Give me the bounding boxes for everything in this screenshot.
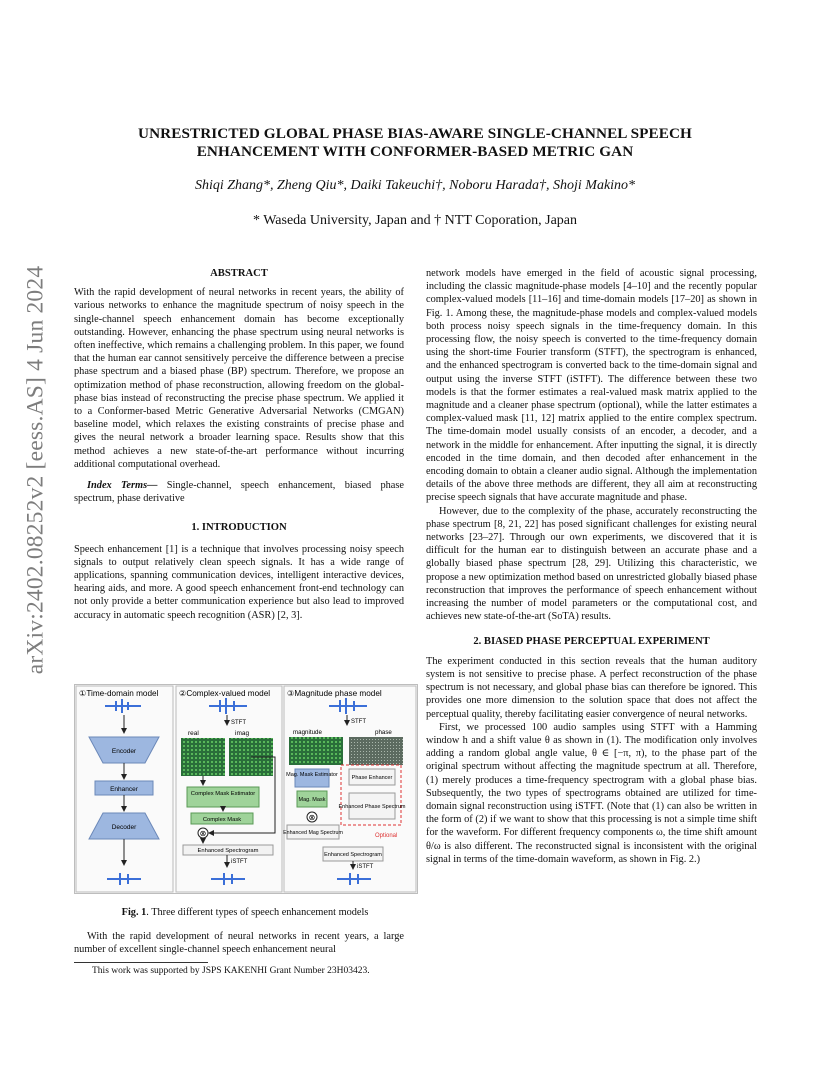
panel2-title: ②Complex-valued model xyxy=(179,689,271,698)
intro-paragraph-1: Speech enhancement [1] is a technique that involves processing noisy speech signals to output relatively clean speech signals. It has a wide range of applications, spanning communication devices, intelligent interactive devices, hearing aids, and more. A good speech enhancement front-end technology can not only provide a better communication experience but also lead to improved accuracy in automatic speech recognition (ASR) [2, 3]. xyxy=(74,543,404,621)
enhanced-spectrogram-label-3: Enhanced Spectrogram xyxy=(324,852,382,858)
section2-paragraph-2: First, we processed 100 audio samples using STFT with a Hamming window h and a shift value θ as shown in (1). The modification only involves adding a random global angle value, θ ∈ [−π, π), to the phase part of the original spectrum without affecting the magnitude spectrum at all. Therefore, (1) merely produces a time-frequency spectrogram with a global phase bias. Subsequently, the two types of spectrograms obtained are utilized for time-domain signal reconstruction using iSTFT. (Note that (1) can also be written in the form of (2) if we want to show that this processing is not a simple time shift for the waveform. For different frequency components ω, the time shift amount θ/ω is also different. The reconstructed signal is inconsistent with the original signal in terms of the time-domain waveform, as shown in Fig. 2.) xyxy=(426,721,757,865)
affiliations: * Waseda University, Japan and † NTT Coporation, Japan xyxy=(252,213,578,228)
real-label: real xyxy=(188,730,199,737)
magnitude-label: magnitude xyxy=(293,729,322,736)
enhancer-label: Enhancer xyxy=(110,786,138,793)
intro-paragraph-2-start: With the rapid development of neural networks in recent years, a large number of excellent single-channel speech enhancement neural xyxy=(74,931,404,956)
real-spectrogram xyxy=(181,738,225,776)
imag-label: imag xyxy=(235,730,250,737)
encoder-label: Encoder xyxy=(111,748,137,755)
intro-paragraph-2-cont: network models have emerged in the field of acoustic signal processing, including the classic magnitude-phase models [4–10] and the recently popular complex-valued models [11–16] and time-domain models [17–20] as shown in Fig. 1. Among these, the magnitude-phase models and complex-valued models both process noisy speech signals in the time-frequency domain. In this processing flow, the noisy speech is converted to the time-frequency domain using the short-time Fourier transform (STFT), the spectrogram is enhanced, and the enhanced spectrogram is converted back to the time-domain signal and output using the inverse STFT (iSTFT). The difference between these two models is that the former estimates a real-valued mask matrix applied to the magnitude and a cleaner phase spectrum (optional), while the latter estimates a complex-valued mask [11, 12] matrix applied to the entire complex spectrum. The time-domain model usually consists of an encoder, a decoder, and a network in the middle for enhancement. After inputting the signal, it is directly encoded in the time domain, and then decoded after enhancement in the encoding domain to obtain a cleaner audio signal. Although the implementation details of the above three methods are different, they all aim at reconstructing precise speech signals that have accurate magnitude and phase. xyxy=(426,268,757,504)
phase-label: phase xyxy=(375,729,392,736)
abstract-text: With the rapid development of neural networks in recent years, the ability of various networks to enhance the magnitude spectrum of noisy speech in the single-channel speech enhancement domain has become exceptionally outstanding. However, enhancing the phase spectrum using neural networks is often ineffective, which remains a challenging problem. In this paper, we found that the human ear cannot sensitively perceive the difference between a precise phase spectrum and a biased phase (BP) spectrum. Therefore, we propose an optimization method of phase reconstruction, allowing freedom on the global-phase bias instead of reconstructing the precise phase spectrum. We applied it to a Conformer-based Metric Generative Adversarial Networks (CMGAN) baseline model, which relaxes the existing constraints of precise phase and gives the neural network a broader learning space. Results show that this method achieves a new state-of-the-art performance without incurring additional computational overhead. xyxy=(74,287,404,470)
multiply-symbol-2: ⊗ xyxy=(199,829,207,838)
index-terms: Index Terms— Single-channel, speech enhancement, biased phase spectrum, phase derivative xyxy=(74,480,405,505)
enhanced-mag-spectrum-label: Enhanced Mag Spectrum xyxy=(283,830,343,836)
decoder-label: Decoder xyxy=(111,824,137,831)
istft-label-3: iSTFT xyxy=(357,864,374,870)
complex-mask-estimator-block xyxy=(187,787,259,807)
figure-1-caption: Fig. 1. Three different types of speech enhancement models xyxy=(121,907,369,918)
abstract-heading: ABSTRACT xyxy=(210,268,268,279)
panel1-title: ①Time-domain model xyxy=(79,689,159,698)
stft-label-2: STFT xyxy=(231,720,246,726)
istft-label-2: iSTFT xyxy=(231,859,248,865)
stft-label-3: STFT xyxy=(351,719,366,725)
multiply-symbol-3: ⊗ xyxy=(308,813,316,822)
phase-spectrogram xyxy=(349,737,403,765)
complex-mask-estimator-label: Complex Mask Estimator xyxy=(190,791,256,797)
section2-paragraph-1: The experiment conducted in this section reveals that the human auditory system is not sensitive to precise phase. A perfect reconstruction of the phase spectrum is not necessary, and global phase bias can therefore be ignored. This provides one more dimension to the solution space that does not affect the perceptual quality, thereby facilitating easier convergence of neural networks. xyxy=(426,655,757,720)
section2-heading: 2. BIASED PHASE PERCEPTUAL EXPERIMENT xyxy=(473,636,710,648)
enhanced-phase-spectrum-label: Enhanced Phase Spectrum xyxy=(338,804,406,810)
phase-enhancer-label: Phase Enhancer xyxy=(351,775,393,781)
mag-mask-estimator-label: Mag. Mask Estimator xyxy=(286,772,338,778)
panel3-title: ③Magnitude phase model xyxy=(287,689,382,698)
optional-label: Optional xyxy=(375,833,398,839)
arxiv-identifier: arXiv:2402.08252v2 [eess.AS] 4 Jun 2024 xyxy=(22,265,49,675)
intro-paragraph-3: However, due to the complexity of the phase, accurately reconstructing the phase spectrum [8, 21, 22] has posed significant challenges for existing neural networks [23–27]. Through our own experiments, we discovered that it is difficult for the human ear to distinguish between an accurate phase and a globally biased phase spectrum [28, 29]. Utilizing this characteristic, we propose a new optimization method based on unrestricted globally biased phase reconstruction that improves the performance of speech enhancement without increasing the number of model parameters or the computational cost, and achieves new state-of-the-art (SoTA) results. xyxy=(426,505,757,623)
mag-mask-label: Mag. Mask xyxy=(298,797,326,803)
magnitude-spectrogram xyxy=(289,737,343,765)
author-list: Shiqi Zhang*, Zheng Qiu*, Daiki Takeuchi†, Noboru Harada†, Shoji Makino* xyxy=(194,178,636,193)
footnote: This work was supported by JSPS KAKENHI Grant Number 23H03423. xyxy=(92,966,370,976)
paper-title: UNRESTRICTED GLOBAL PHASE BIAS-AWARE SINGLE-CHANNEL SPEECH ENHANCEMENT WITH CONFORMER-BASED METRIC GAN xyxy=(138,125,692,160)
complex-mask-label: Complex Mask xyxy=(202,817,242,823)
intro-heading: 1. INTRODUCTION xyxy=(191,522,287,534)
footnote-rule xyxy=(74,962,208,963)
left-column xyxy=(74,267,404,622)
figure-1 xyxy=(74,684,418,894)
enhanced-spectrogram-label-2: Enhanced Spectrogram xyxy=(197,848,259,854)
right-column xyxy=(426,267,757,866)
